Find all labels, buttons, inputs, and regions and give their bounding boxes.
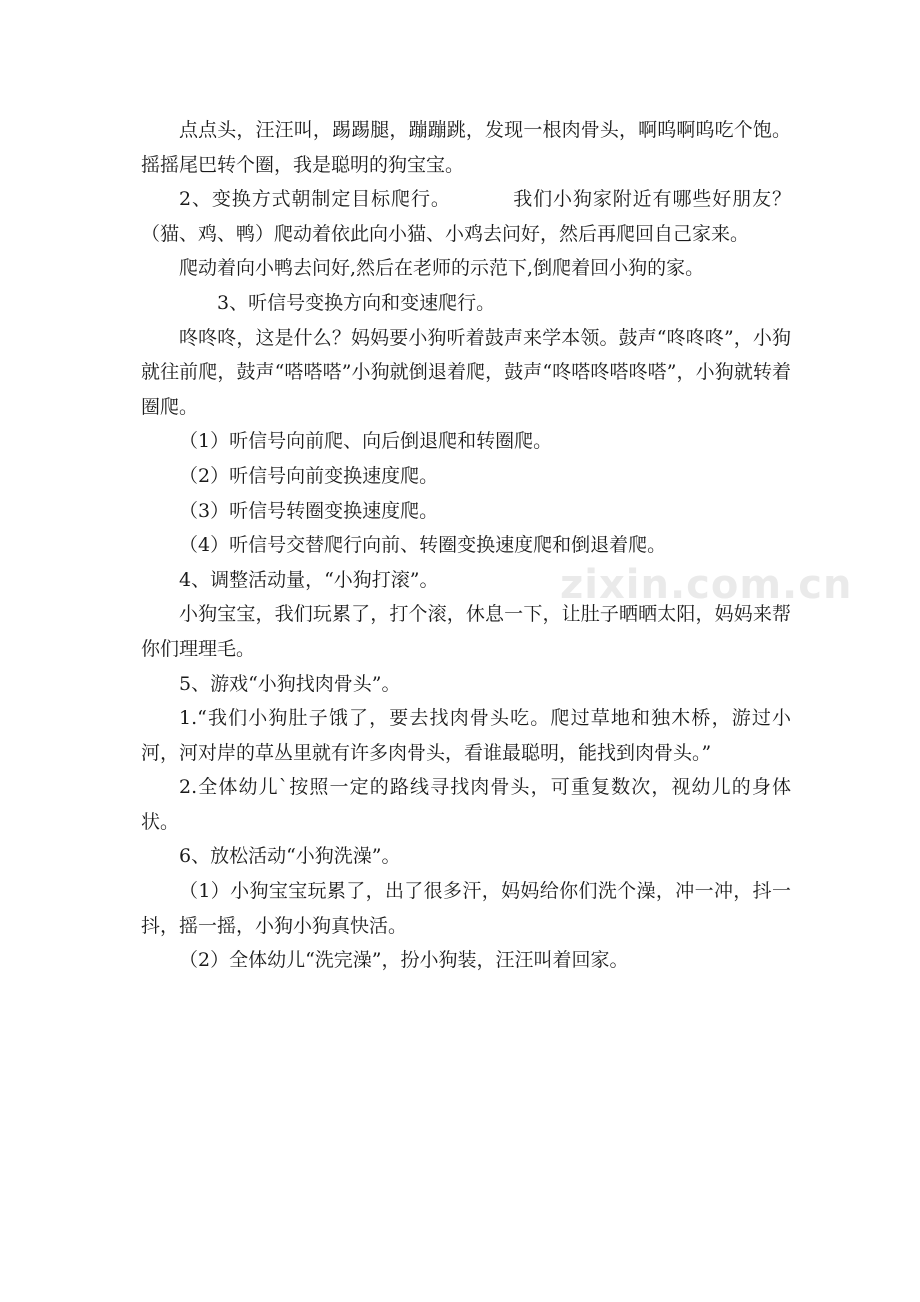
document-body — [141, 113, 846, 978]
paragraph-rolling: 小狗宝宝，我们玩累了，打个滚，休息一下，让肚子晒晒太阳，妈妈来帮你们理理毛。 — [141, 603, 791, 660]
paragraph-step-2-heading: 2、变换方式朝制定目标爬行。 我们小狗家附近有哪些好朋友？（猫、鸡、鸭）爬动着依此向小猫、小鸡去问好，然后再爬回自己家来。 — [141, 188, 791, 245]
paragraph-dog-rhyme: 点点头，汪汪叫，踢踢腿，蹦蹦跳，发现一根肉骨头，啊呜啊呜吃个饱。 摇摇尾巴转个圈，我是聪明的狗宝宝。 — [141, 119, 846, 176]
list-item-signal-1: （1）听信号向前爬、向后倒退爬和转圈爬。 — [179, 430, 553, 453]
list-item-bath-1: （1）小狗宝宝玩累了，出了很多汗，妈妈给你们洗个澡，冲一冲，抖一抖，摇一摇，小狗小狗真快活。 — [141, 880, 791, 937]
paragraph-step-5-heading: 5、游戏“小狗找肉骨头”。 — [179, 672, 401, 695]
paragraph-step-4-heading: 4、调整活动量，“小狗打滚”。 — [179, 568, 439, 591]
paragraph-step-6-heading: 6、放松活动“小狗洗澡”。 — [179, 845, 401, 868]
paragraph-duck-greeting: 爬动着向小鸭去问好,然后在老师的示范下,倒爬着回小狗的家。 — [179, 257, 705, 280]
paragraph-game-1: 1.“我们小狗肚子饿了，要去找肉骨头吃。爬过草地和独木桥，游过小河，河对岸的草丛里就有许多肉骨头，看谁最聪明，能找到肉骨头。” — [141, 707, 791, 764]
paragraph-drum-signal: 咚咚咚，这是什么？妈妈要小狗听着鼓声来学本领。鼓声“咚咚咚”，小狗就往前爬，鼓声“嗒嗒嗒”小狗就倒退着爬，鼓声“咚嗒咚嗒咚嗒”，小狗就转着圈爬。 — [141, 326, 791, 418]
list-item-signal-2: （2）听信号向前变换速度爬。 — [179, 464, 439, 487]
paragraph-step-3-heading: 3、听信号变换方向和变速爬行。 — [217, 291, 496, 314]
list-item-signal-4: （4）听信号交替爬行向前、转圈变换速度爬和倒退着爬。 — [179, 534, 667, 557]
list-item-signal-3: （3）听信号转圈变换速度爬。 — [179, 499, 439, 522]
list-item-bath-2: （2）全体幼儿“洗完澡”，扮小狗装，汪汪叫着回家。 — [179, 949, 629, 972]
paragraph-game-2: 2.全体幼儿`按照一定的路线寻找肉骨头，可重复数次，视幼儿的身体状。 — [141, 776, 791, 833]
watermark: zixin.com.cn — [560, 562, 853, 608]
